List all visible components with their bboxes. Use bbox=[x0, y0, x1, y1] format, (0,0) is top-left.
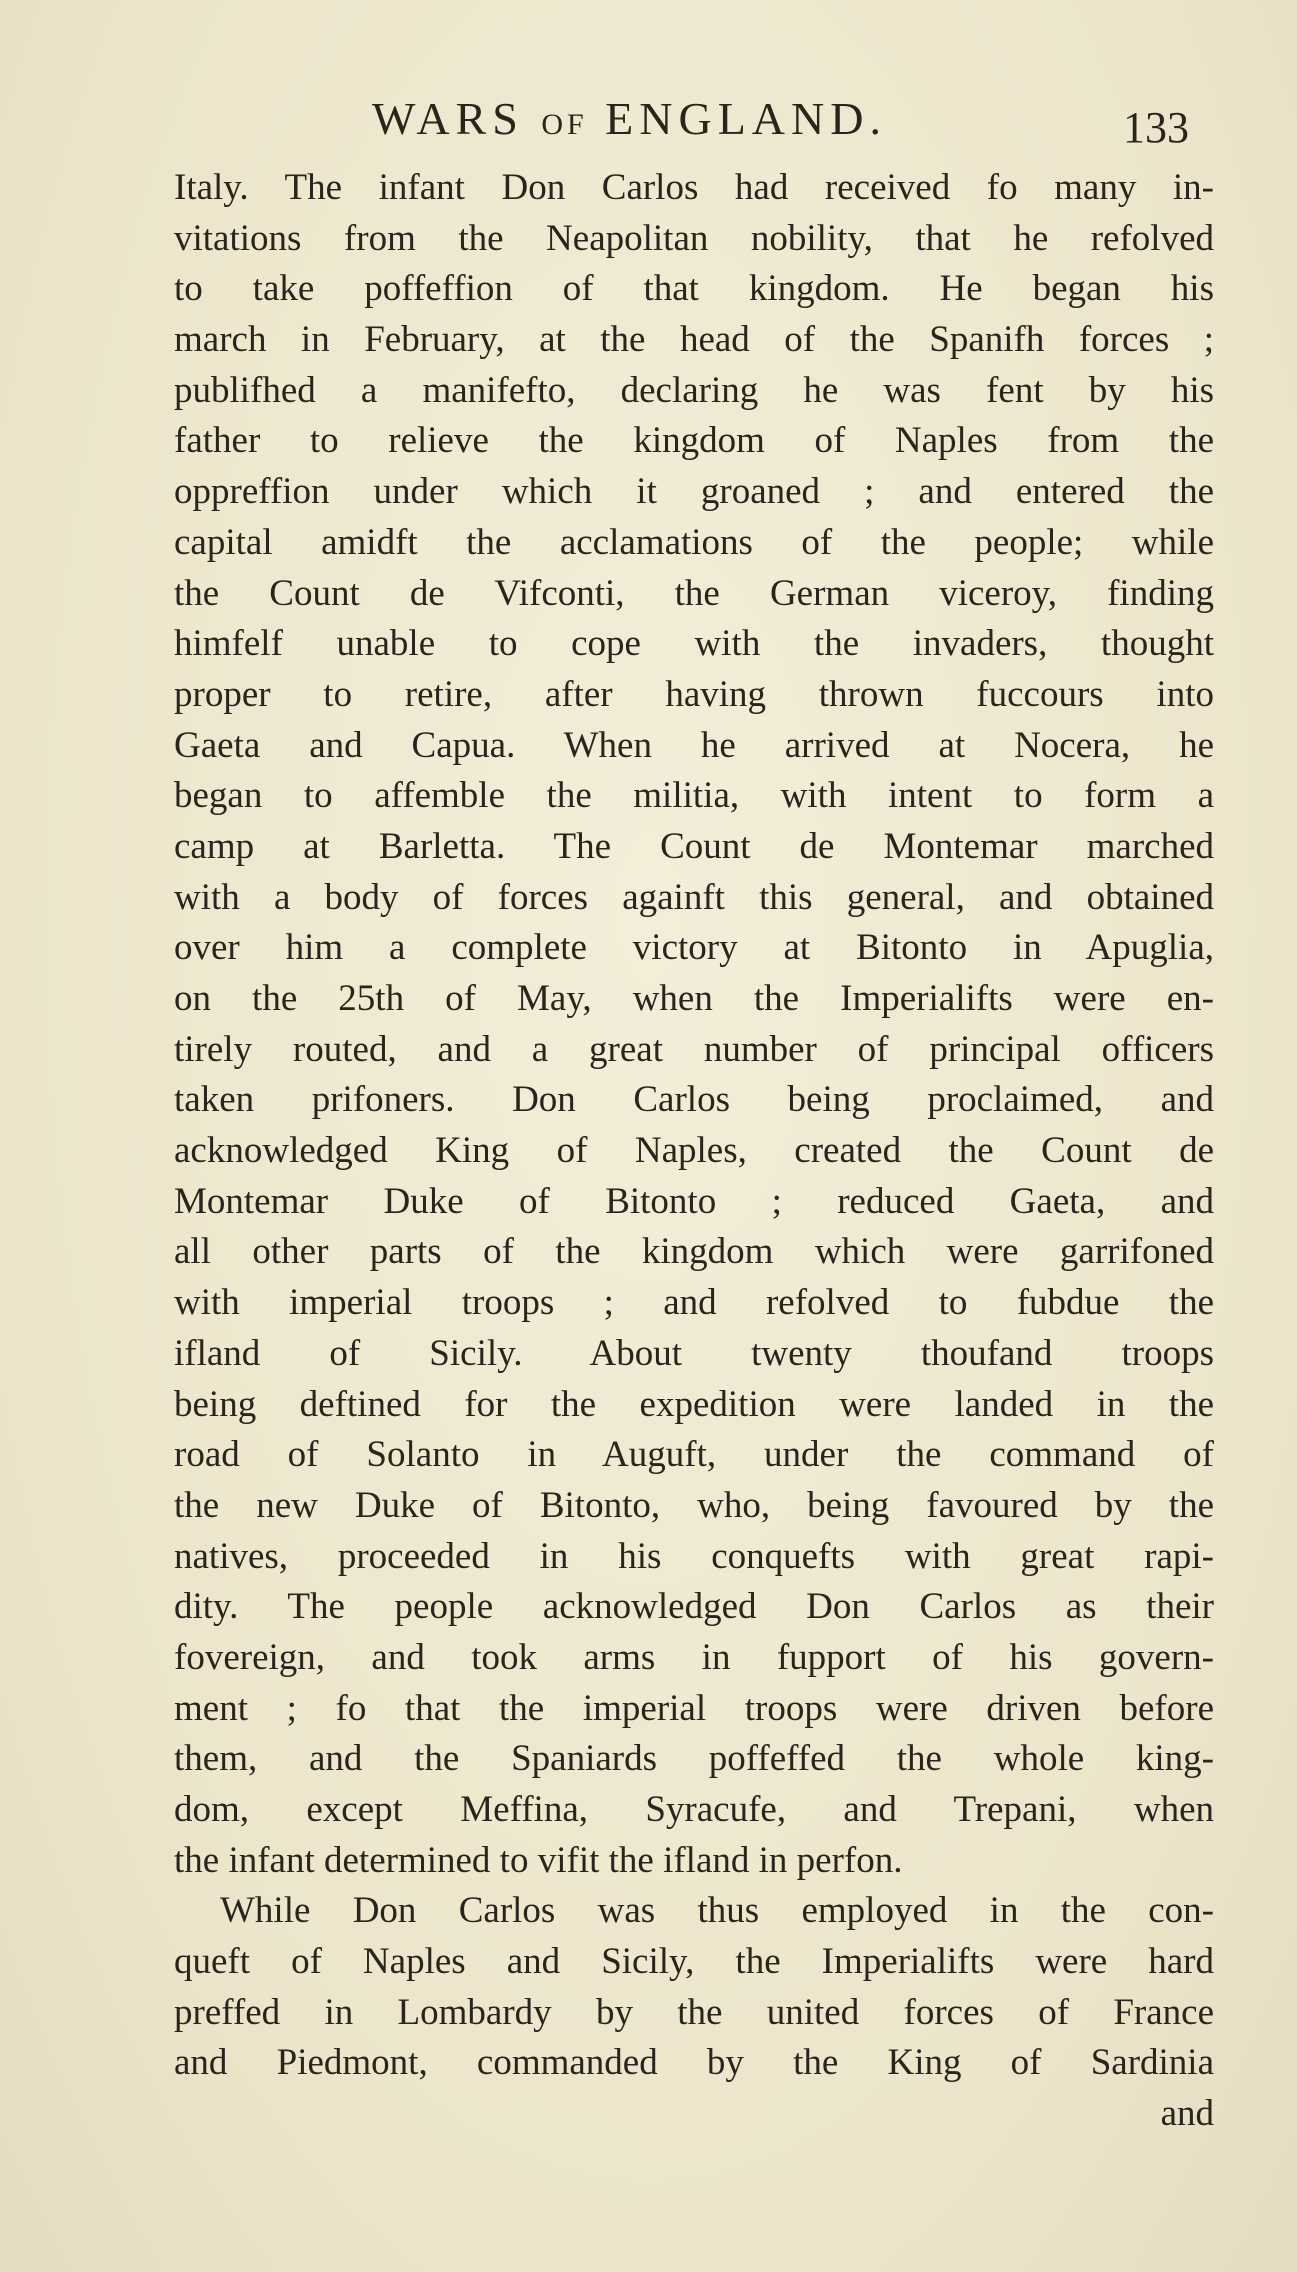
text-line: himfelf unable to cope with the invaders, thought bbox=[174, 623, 1214, 665]
text-line: tirely routed, and a great number of principal officers bbox=[174, 1028, 1214, 1070]
text-line: dity. The people acknowledged Don Carlos as their bbox=[174, 1586, 1214, 1628]
text-line: with imperial troops ; and refolved to fubdue the bbox=[174, 1282, 1214, 1324]
text-line: father to relieve the kingdom of Naples from the bbox=[174, 420, 1214, 462]
running-head-england: ENGLAND. bbox=[605, 93, 887, 144]
running-head-of: OF bbox=[541, 108, 588, 141]
text-line: Italy. The infant Don Carlos had received fo many in- bbox=[174, 167, 1214, 208]
text-line: proper to retire, after having thrown fuccours into bbox=[174, 673, 1214, 715]
page-number: 133 bbox=[1123, 103, 1189, 152]
text-line: Montemar Duke of Bitonto ; reduced Gaeta, and bbox=[174, 1180, 1214, 1222]
text-line: and Piedmont, commanded by the King of Sardinia bbox=[174, 2042, 1214, 2084]
text-line: acknowledged King of Naples, created the Count de bbox=[174, 1130, 1214, 1172]
text-line: fovereign, and took arms in fupport of his govern- bbox=[174, 1636, 1214, 1678]
body-text bbox=[174, 163, 1214, 2140]
text-line: all other parts of the kingdom which were garrifoned bbox=[174, 1231, 1214, 1273]
text-line: being deftined for the expedition were landed in the bbox=[174, 1383, 1214, 1425]
text-line: ment ; fo that the imperial troops were driven before bbox=[174, 1687, 1214, 1729]
text-line: march in February, at the head of the Spanifh forces ; bbox=[174, 319, 1214, 361]
text-line: over him a complete victory at Bitonto in Apuglia, bbox=[174, 927, 1214, 969]
text-line: oppreffion under which it groaned ; and entered the bbox=[174, 471, 1214, 513]
text-line: capital amidft the acclamations of the people; while bbox=[174, 521, 1214, 563]
text-line: the Count de Vifconti, the German viceroy, finding bbox=[174, 572, 1214, 614]
text-line: to take poffeffion of that kingdom. He began his bbox=[174, 268, 1214, 310]
paragraph-end-line: the infant determined to vifit the ifland in perfon. bbox=[174, 1839, 903, 1881]
text-line: began to affemble the militia, with intent to form a bbox=[174, 775, 1214, 817]
text-line: vitations from the Neapolitan nobility, that he refolved bbox=[174, 217, 1214, 259]
running-head bbox=[372, 92, 887, 145]
text-line: dom, except Meffina, Syracufe, and Trepani, when bbox=[174, 1789, 1214, 1830]
text-line: the new Duke of Bitonto, who, being favoured by the bbox=[174, 1484, 1214, 1526]
text-line: on the 25th of May, when the Imperialifts were en- bbox=[174, 978, 1214, 1019]
text-line: taken prifoners. Don Carlos being proclaimed, and bbox=[174, 1079, 1214, 1121]
text-line: road of Solanto in Auguft, under the command of bbox=[174, 1434, 1214, 1476]
text-line: natives, proceeded in his conquefts with great rapi- bbox=[174, 1535, 1214, 1577]
text-line: publifhed a manifefto, declaring he was fent by his bbox=[174, 369, 1214, 411]
paragraph-start-line: While Don Carlos was thus employed in the con- bbox=[220, 1890, 1214, 1932]
text-line: queft of Naples and Sicily, the Imperialifts were hard bbox=[174, 1941, 1214, 1983]
text-line: preffed in Lombardy by the united forces of France bbox=[174, 1991, 1214, 2033]
catchword: and bbox=[1160, 2093, 1214, 2135]
running-head-wars: WARS bbox=[372, 93, 524, 144]
text-line: them, and the Spaniards poffeffed the whole king- bbox=[174, 1738, 1214, 1780]
text-line: with a body of forces againft this general, and obtained bbox=[174, 876, 1214, 918]
text-line: camp at Barletta. The Count de Montemar marched bbox=[174, 825, 1214, 867]
text-line: Gaeta and Capua. When he arrived at Nocera, he bbox=[174, 724, 1214, 766]
text-line: ifland of Sicily. About twenty thoufand troops bbox=[174, 1332, 1214, 1374]
